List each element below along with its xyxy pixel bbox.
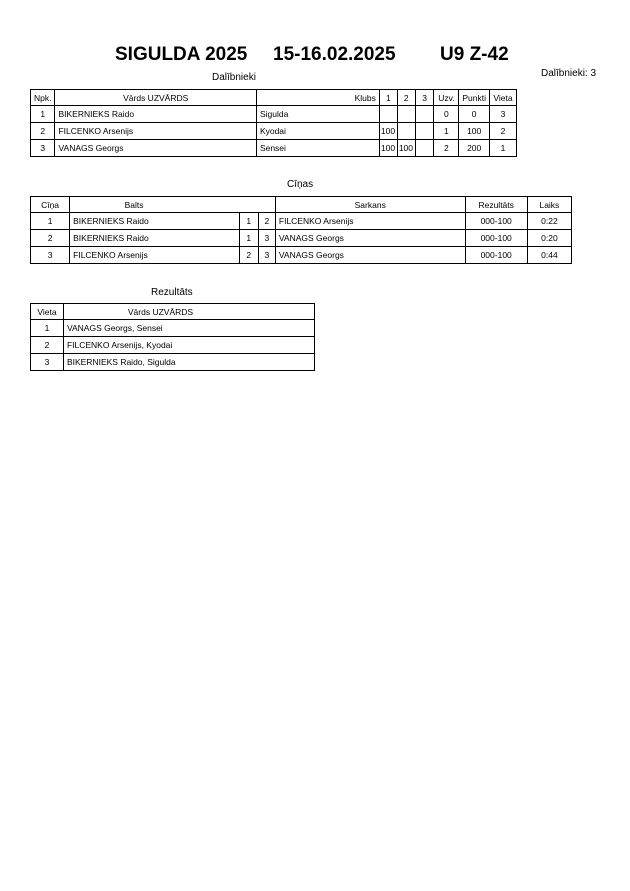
name-cell: BIKERNIEKS Raido (55, 106, 256, 123)
participants-section-title: Dalībnieki (212, 72, 256, 83)
round-2-cell (397, 123, 415, 140)
table-row (31, 140, 517, 157)
place-cell: 2 (31, 337, 64, 354)
name-cell: BIKERNIEKS Raido, Sigulda (63, 354, 314, 371)
place-cell: 3 (489, 106, 516, 123)
name-cell: FILCENKO Arsenijs (55, 123, 256, 140)
red-cell: VANAGS Georgs (275, 230, 465, 247)
name-cell: FILCENKO Arsenijs, Kyodai (63, 337, 314, 354)
weight-category: U9 Z-42 (440, 44, 509, 65)
red-num-cell: 3 (258, 230, 275, 247)
col-white: Balts (70, 197, 276, 213)
round-1-cell: 100 (379, 140, 397, 157)
white-cell: FILCENKO Arsenijs (70, 247, 240, 264)
fights-header-row (31, 197, 572, 213)
place-cell: 3 (31, 354, 64, 371)
fight-no-cell: 3 (31, 247, 70, 264)
points-cell: 200 (459, 140, 490, 157)
npk-cell: 2 (31, 123, 55, 140)
points-cell: 0 (459, 106, 490, 123)
fights-section-title: Cīņas (287, 179, 314, 190)
time-cell: 0:20 (527, 230, 571, 247)
wins-cell: 2 (434, 140, 459, 157)
table-row (31, 230, 572, 247)
round-3-cell (415, 140, 434, 157)
table-row (31, 106, 517, 123)
col-fight-no: Cīņa (31, 197, 70, 213)
time-cell: 0:44 (527, 247, 571, 264)
table-row (31, 213, 572, 230)
col-name: Vārds UZVĀRDS (63, 304, 314, 320)
results-table (30, 303, 315, 371)
col-points: Punkti (459, 90, 490, 106)
col-result: Rezultāts (465, 197, 527, 213)
club-cell: Kyodai (256, 123, 379, 140)
wins-cell: 0 (434, 106, 459, 123)
name-cell: VANAGS Georgs, Sensei (63, 320, 314, 337)
white-num-cell: 1 (239, 213, 258, 230)
col-place: Vieta (489, 90, 516, 106)
fight-no-cell: 2 (31, 230, 70, 247)
col-name: Vārds UZVĀRDS (55, 90, 256, 106)
col-place: Vieta (31, 304, 64, 320)
white-num-cell: 2 (239, 247, 258, 264)
col-wins: Uzv. (434, 90, 459, 106)
red-cell: VANAGS Georgs (275, 247, 465, 264)
table-row (31, 354, 315, 371)
name-cell: VANAGS Georgs (55, 140, 256, 157)
col-npk: Npk. (31, 90, 55, 106)
result-cell: 000-100 (465, 213, 527, 230)
round-1-cell (379, 106, 397, 123)
club-cell: Sigulda (256, 106, 379, 123)
points-cell: 100 (459, 123, 490, 140)
result-cell: 000-100 (465, 230, 527, 247)
white-cell: BIKERNIEKS Raido (70, 213, 240, 230)
results-section-title: Rezultāts (151, 287, 193, 298)
event-dates: 15-16.02.2025 (273, 44, 396, 65)
round-2-cell (397, 106, 415, 123)
round-3-cell (415, 123, 434, 140)
col-red: Sarkans (275, 197, 465, 213)
fight-no-cell: 1 (31, 213, 70, 230)
col-time: Laiks (527, 197, 571, 213)
red-num-cell: 3 (258, 247, 275, 264)
participants-count: Dalībnieki: 3 (541, 68, 597, 79)
round-3-cell (415, 106, 434, 123)
white-cell: BIKERNIEKS Raido (70, 230, 240, 247)
wins-cell: 1 (434, 123, 459, 140)
white-num-cell: 1 (239, 230, 258, 247)
place-cell: 1 (31, 320, 64, 337)
col-round-1: 1 (379, 90, 397, 106)
place-cell: 2 (489, 123, 516, 140)
time-cell: 0:22 (527, 213, 571, 230)
club-cell: Sensei (256, 140, 379, 157)
npk-cell: 3 (31, 140, 55, 157)
red-num-cell: 2 (258, 213, 275, 230)
table-row (31, 247, 572, 264)
participants-header-row (31, 90, 517, 106)
place-cell: 1 (489, 140, 516, 157)
event-title: SIGULDA 2025 (115, 44, 248, 65)
table-row (31, 337, 315, 354)
table-row (31, 123, 517, 140)
col-club: Klubs (256, 90, 379, 106)
red-cell: FILCENKO Arsenijs (275, 213, 465, 230)
result-cell: 000-100 (465, 247, 527, 264)
col-round-2: 2 (397, 90, 415, 106)
results-header-row (31, 304, 315, 320)
col-round-3: 3 (415, 90, 434, 106)
participants-table (30, 89, 517, 157)
round-2-cell: 100 (397, 140, 415, 157)
table-row (31, 320, 315, 337)
round-1-cell: 100 (379, 123, 397, 140)
fights-table (30, 196, 572, 264)
npk-cell: 1 (31, 106, 55, 123)
